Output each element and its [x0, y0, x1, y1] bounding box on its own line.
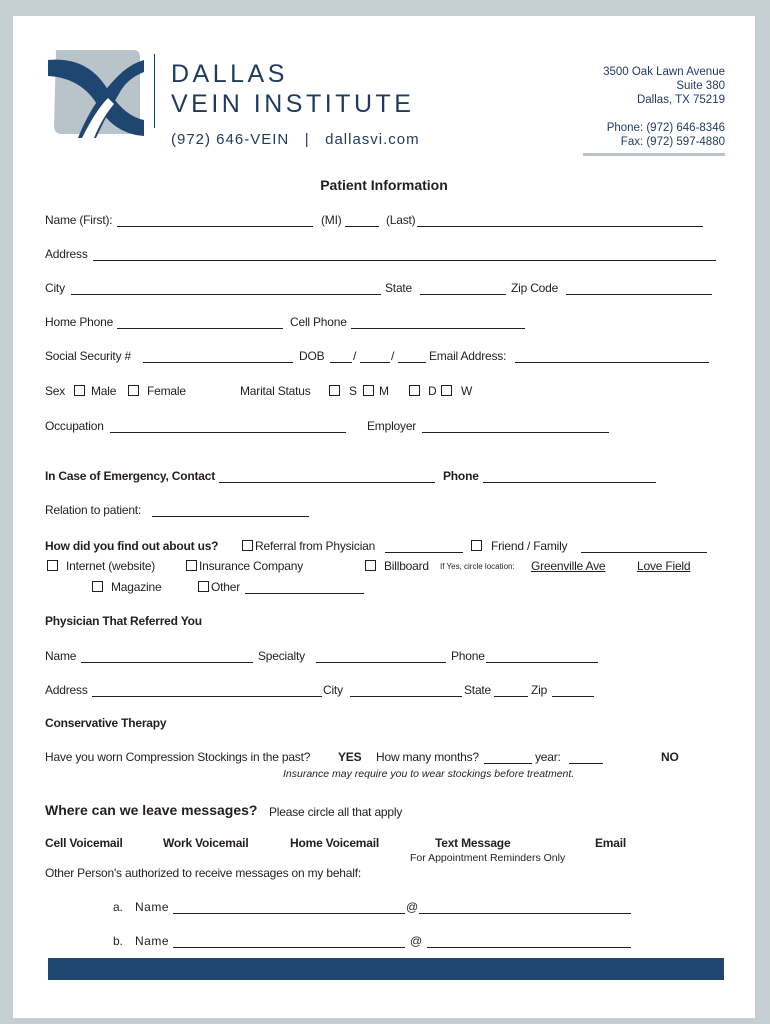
label-name-mi: (MI) — [321, 213, 342, 227]
label-marital-status: Marital Status — [240, 384, 311, 398]
field-authorized-a-name[interactable] — [173, 913, 405, 914]
checkbox-referral-magazine[interactable] — [92, 581, 103, 592]
label-home-phone: Home Phone — [45, 315, 114, 329]
label-ssn: Social Security # — [45, 349, 131, 363]
field-physician-phone[interactable] — [486, 662, 598, 663]
checkbox-male[interactable] — [74, 385, 85, 396]
label-physician-city: City — [323, 683, 343, 697]
field-physician-city[interactable] — [350, 696, 462, 697]
label-zip: Zip Code — [511, 281, 559, 295]
billboard-circle-note: If Yes, circle location: — [440, 562, 515, 571]
field-referral-other[interactable] — [245, 593, 364, 594]
label-physician-state: State — [464, 683, 492, 697]
label-relation: Relation to patient: — [45, 503, 142, 517]
checkbox-referral-internet[interactable] — [47, 560, 58, 571]
authorized-a-name-label: Name — [135, 900, 170, 914]
header-fax: Fax: (972) 597-4880 — [620, 136, 725, 148]
label-marital-m: M — [379, 384, 389, 398]
field-referral-physician[interactable] — [385, 552, 463, 553]
label-physician-address: Address — [45, 683, 88, 697]
label-referral-magazine: Magazine — [111, 580, 162, 594]
checkbox-referral-billboard[interactable] — [365, 560, 376, 571]
label-employer: Employer — [367, 419, 417, 433]
label-referral-internet: Internet (website) — [66, 559, 156, 573]
label-name-first: Name (First): — [45, 213, 113, 227]
brand-name-line2: VEIN INSTITUTE — [171, 90, 415, 118]
field-cell-phone[interactable] — [351, 328, 525, 329]
therapy-year-label: year: — [535, 750, 561, 764]
billboard-location-greenville[interactable]: Greenville Ave — [531, 559, 606, 573]
field-authorized-a-email[interactable] — [419, 913, 631, 914]
field-employer[interactable] — [422, 432, 609, 433]
form-page — [13, 16, 755, 1018]
field-emergency-phone[interactable] — [483, 482, 656, 483]
field-therapy-year[interactable] — [569, 763, 603, 764]
checkbox-referral-friend[interactable] — [471, 540, 482, 551]
field-email[interactable] — [515, 362, 709, 363]
header-rule — [583, 153, 725, 156]
label-referral-billboard: Billboard — [384, 559, 429, 573]
label-referral-physician: Referral from Physician — [255, 539, 376, 553]
field-physician-address[interactable] — [92, 696, 322, 697]
authorized-a-at: @ — [406, 900, 418, 914]
checkbox-marital-m[interactable] — [363, 385, 374, 396]
address-line3: Dallas, TX 75219 — [636, 94, 725, 106]
billboard-location-love-field[interactable]: Love Field — [637, 559, 691, 573]
message-option-work[interactable]: Work Voicemail — [163, 836, 249, 850]
message-option-home[interactable]: Home Voicemail — [290, 836, 380, 850]
message-option-cell[interactable]: Cell Voicemail — [45, 836, 123, 850]
label-physician-zip: Zip — [531, 683, 548, 697]
field-home-phone[interactable] — [117, 328, 283, 329]
label-state: State — [385, 281, 413, 295]
label-dob: DOB — [299, 349, 325, 363]
label-occupation: Occupation — [45, 419, 104, 433]
label-email: Email Address: — [429, 349, 507, 363]
label-referral-other: Other — [211, 580, 241, 594]
checkbox-marital-w[interactable] — [441, 385, 452, 396]
page-title: Patient Information — [320, 177, 448, 193]
label-marital-s: S — [349, 384, 357, 398]
label-referral-friend: Friend / Family — [491, 539, 568, 553]
field-physician-specialty[interactable] — [316, 662, 446, 663]
messages-subheading: Please circle all that apply — [269, 805, 403, 819]
checkbox-referral-other[interactable] — [198, 581, 209, 592]
therapy-no[interactable]: NO — [661, 750, 679, 764]
address-line2: Suite 380 — [676, 80, 725, 92]
dob-separator: / — [353, 349, 357, 363]
label-physician-phone: Phone — [451, 649, 485, 663]
field-state[interactable] — [420, 294, 506, 295]
label-emergency-phone: Phone — [443, 469, 479, 483]
label-physician-name: Name — [45, 649, 77, 663]
label-referral-question: How did you find out about us? — [45, 539, 219, 553]
address-line1: 3500 Oak Lawn Avenue — [603, 66, 725, 78]
label-referral-insurance: Insurance Company — [199, 559, 303, 573]
message-option-email[interactable]: Email — [595, 836, 627, 850]
therapy-yes[interactable]: YES — [338, 750, 362, 764]
field-dob-year[interactable] — [398, 362, 426, 363]
field-relation[interactable] — [152, 516, 309, 517]
brand-name-line1: DALLAS — [171, 60, 288, 88]
label-emergency-contact: In Case of Emergency, Contact — [45, 469, 216, 483]
label-city: City — [45, 281, 65, 295]
field-referral-friend[interactable] — [581, 552, 707, 553]
field-city[interactable] — [71, 294, 381, 295]
field-emergency-contact[interactable] — [219, 482, 435, 483]
field-physician-name[interactable] — [81, 662, 253, 663]
field-address[interactable] — [93, 260, 716, 261]
checkbox-referral-insurance[interactable] — [186, 560, 197, 571]
field-name-last[interactable] — [417, 226, 703, 227]
header-phone: Phone: (972) 646-8346 — [606, 122, 725, 134]
label-marital-d: D — [428, 384, 437, 398]
field-name-mi[interactable] — [345, 226, 379, 227]
message-text-note: For Appointment Reminders Only — [410, 852, 566, 864]
authorized-a-label: a. — [113, 900, 123, 914]
physician-heading: Physician That Referred You — [45, 614, 202, 628]
checkbox-female[interactable] — [128, 385, 139, 396]
field-ssn[interactable] — [143, 362, 293, 363]
authorized-b-name-label: Name — [135, 934, 170, 948]
field-therapy-months[interactable] — [484, 763, 532, 764]
field-authorized-b-email[interactable] — [427, 947, 631, 948]
field-occupation[interactable] — [110, 432, 346, 433]
checkbox-referral-physician[interactable] — [242, 540, 253, 551]
message-option-text[interactable]: Text Message — [435, 836, 511, 850]
checkbox-marital-d[interactable] — [409, 385, 420, 396]
field-authorized-b-name[interactable] — [173, 947, 405, 948]
field-name-first[interactable] — [117, 226, 313, 227]
therapy-question: Have you worn Compression Stockings in the past? — [45, 750, 311, 764]
therapy-months-label: How many months? — [376, 750, 479, 764]
brand-contact: (972) 646-VEIN | dallasvi.com — [171, 131, 420, 148]
label-female: Female — [147, 384, 186, 398]
therapy-insurance-note: Insurance may require you to wear stockings before treatment. — [283, 768, 575, 780]
field-dob-month[interactable] — [330, 362, 352, 363]
dob-separator: / — [391, 349, 395, 363]
label-physician-specialty: Specialty — [258, 649, 305, 663]
label-male: Male — [91, 384, 117, 398]
field-physician-state[interactable] — [494, 696, 528, 697]
checkbox-marital-s[interactable] — [329, 385, 340, 396]
therapy-heading: Conservative Therapy — [45, 716, 167, 730]
logo-divider — [154, 54, 155, 128]
logo-mark-icon — [48, 46, 144, 138]
messages-heading: Where can we leave messages? — [45, 802, 258, 818]
field-physician-zip[interactable] — [552, 696, 594, 697]
authorized-b-at: @ — [410, 934, 422, 948]
authorized-b-label: b. — [113, 934, 123, 948]
label-cell-phone: Cell Phone — [290, 315, 347, 329]
label-marital-w: W — [461, 384, 473, 398]
authorized-persons-label: Other Person's authorized to receive messages on my behalf: — [45, 866, 361, 880]
label-name-last: (Last) — [386, 213, 416, 227]
field-dob-day[interactable] — [360, 362, 390, 363]
field-zip[interactable] — [566, 294, 712, 295]
footer-bar — [48, 958, 724, 980]
label-address: Address — [45, 247, 88, 261]
label-sex: Sex — [45, 384, 66, 398]
